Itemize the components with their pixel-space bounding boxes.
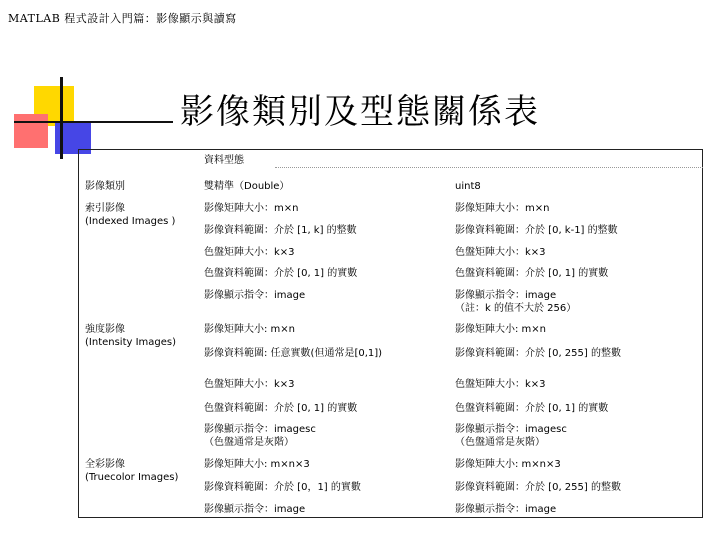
slide-title: 影像類別及型態關係表: [180, 92, 540, 132]
uint8-column-header: uint8: [455, 181, 481, 192]
uint8-cell: 影像資料範圍：介於 [0, 255] 的整數: [455, 348, 621, 359]
red-square-shape: [14, 114, 48, 148]
double-cell: 影像矩陣大小: m×n×3: [204, 459, 310, 470]
category-name: 索引影像: [85, 203, 125, 214]
uint8-cell: 影像顯示指令：imagesc: [455, 424, 567, 435]
double-cell: 影像顯示指令：imagesc: [204, 424, 316, 435]
category-name: (Indexed Images ): [85, 216, 176, 227]
double-cell: 色盤資料範圍：介於 [0, 1] 的實數: [204, 403, 358, 414]
double-cell: 影像資料範圍：介於 [0，1] 的實數: [204, 482, 361, 493]
horizontal-rule: [14, 121, 173, 123]
category-name: (Truecolor Images): [85, 472, 179, 483]
uint8-cell: （色盤通常是灰階）: [455, 437, 545, 448]
uint8-cell: 影像矩陣大小：m×n: [455, 203, 550, 214]
header-divider: [275, 167, 703, 168]
double-cell: 影像矩陣大小: m×n: [204, 324, 296, 335]
category-column-header: 影像類別: [85, 181, 125, 192]
uint8-cell: 影像顯示指令：image: [455, 290, 557, 301]
double-cell: 影像資料範圍：介於 [1, k] 的整數: [204, 225, 357, 236]
uint8-cell: 影像矩陣大小: m×n×3: [455, 459, 561, 470]
uint8-cell: （註：k 的值不大於 256）: [455, 303, 577, 314]
category-name: 強度影像: [85, 324, 125, 335]
uint8-cell: 影像資料範圍：介於 [0, k-1] 的整數: [455, 225, 618, 236]
double-column-header: 雙精準（Double）: [204, 181, 290, 192]
double-cell: 影像矩陣大小：m×n: [204, 203, 299, 214]
double-cell: （色盤通常是灰階）: [204, 437, 294, 448]
vertical-rule: [60, 77, 63, 159]
double-cell: 影像顯示指令：image: [204, 290, 306, 301]
uint8-cell: 影像矩陣大小: m×n: [455, 324, 547, 335]
double-cell: 影像資料範圍: 任意實數(但通常是[0,1]): [204, 348, 383, 359]
uint8-cell: 色盤資料範圍：介於 [0, 1] 的實數: [455, 268, 609, 279]
double-cell: 影像顯示指令：image: [204, 504, 306, 515]
data-type-header: 資料型態: [204, 155, 244, 166]
uint8-cell: 影像顯示指令：image: [455, 504, 557, 515]
double-cell: 色盤資料範圍：介於 [0, 1] 的實數: [204, 268, 358, 279]
uint8-cell: 色盤資料範圍：介於 [0, 1] 的實數: [455, 403, 609, 414]
uint8-cell: 色盤矩陣大小：k×3: [455, 379, 546, 390]
uint8-cell: 色盤矩陣大小：k×3: [455, 247, 546, 258]
category-name: (Intensity Images): [85, 337, 177, 348]
double-cell: 色盤矩陣大小：k×3: [204, 379, 295, 390]
uint8-cell: 影像資料範圍：介於 [0, 255] 的整數: [455, 482, 621, 493]
image-type-table: [78, 149, 703, 518]
category-name: 全彩影像: [85, 459, 125, 470]
double-cell: 色盤矩陣大小：k×3: [204, 247, 295, 258]
slide-header: MATLAB 程式設計入門篇：影像顯示與讀寫: [8, 12, 237, 25]
